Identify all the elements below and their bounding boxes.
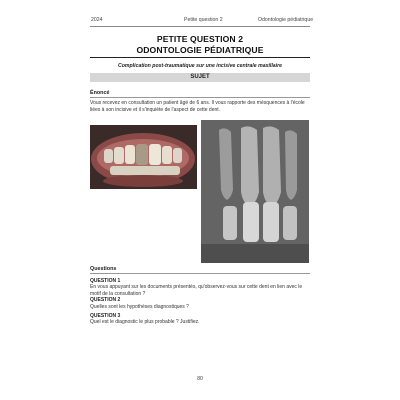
header-section: Petite question 2	[184, 17, 223, 23]
page-number: 80	[197, 376, 203, 382]
clinical-photo	[90, 125, 197, 189]
page-title: PETITE QUESTION 2	[156, 34, 244, 44]
header-year: 2024	[91, 17, 103, 23]
radiograph-image	[201, 120, 309, 263]
enonce-heading: Énoncé	[90, 90, 110, 96]
title-divider	[90, 57, 310, 58]
enonce-text: Vous recevez en consultation un patient âgé de 6 ans. Il vous rapporte des mésquences à l'école liées à son incisive et il s'inquiète de l'aspect de cette dent.	[90, 100, 305, 113]
question-1-text: En vous appuyant sur les documents présentés, qu'observez-vous sur cette dent en lien avec le motif de la consultation ?	[90, 284, 303, 297]
question-1-title: QUESTION 1	[90, 278, 121, 284]
case-subtitle: Complication post-traumatique sur une incisive centrale maxillaire	[117, 63, 283, 69]
question-2-title: QUESTION 2	[90, 297, 121, 303]
page-subtitle-title: ODONTOLOGIE PÉDIATRIQUE	[136, 45, 264, 55]
header-subject: Odontologie pédiatrique	[258, 17, 314, 23]
header-divider	[90, 26, 310, 27]
question-3-title: QUESTION 3	[90, 313, 121, 319]
question-2-text: Quelles sont les hypothèses diagnostiques ?	[90, 304, 189, 310]
question-3-text: Quel est le diagnostic le plus probable ? Justifiez.	[90, 319, 200, 325]
questions-heading: Questions	[90, 266, 117, 272]
sujet-banner: SUJET	[90, 73, 310, 82]
questions-divider	[90, 273, 310, 274]
enonce-divider	[90, 97, 310, 98]
